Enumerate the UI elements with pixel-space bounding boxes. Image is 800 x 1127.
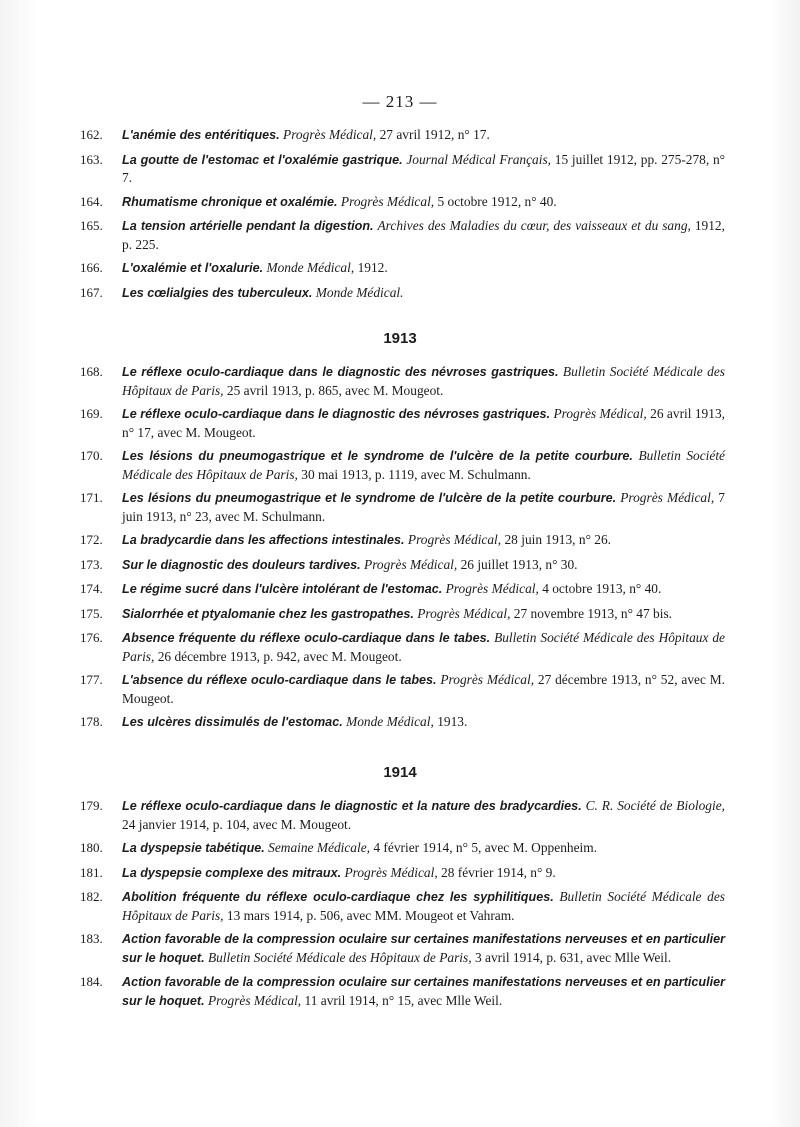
entry-details: 1912, p. 225.: [122, 218, 725, 252]
entry-details: 13 mars 1914, p. 506, avec MM. Mougeot et Vahram.: [226, 907, 515, 923]
entry-publication: Progrès Médical,: [283, 127, 377, 142]
entry-publication: C. R. Société de Biologie,: [585, 798, 726, 813]
entry-title: L'oxalémie et l'oxalurie.: [122, 261, 264, 275]
bibliography-entry: [80, 151, 725, 187]
entry-title: Abolition fréquente du réflexe oculo-cardiaque chez les syphilitiques.: [122, 890, 554, 904]
entry-publication: Journal Médical Français,: [406, 151, 552, 167]
entry-number: 172.: [80, 532, 103, 547]
bibliography-entry: [80, 713, 725, 732]
entry-publication: Monde Médical,: [266, 260, 355, 275]
bibliography-section-1914: [80, 797, 725, 1016]
entry-details: 24 janvier 1914, p. 104, avec M. Mougeot.: [122, 816, 352, 832]
year-heading-1913: 1913: [383, 330, 417, 347]
bibliography-entry: [80, 973, 725, 1010]
entry-details: 11 avril 1914, n° 15, avec Mlle Weil.: [304, 992, 503, 1008]
entry-number: 164.: [80, 193, 103, 209]
entry-title: Sur le diagnostic des douleurs tardives.: [122, 557, 361, 572]
entry-number: 170.: [80, 448, 103, 463]
bibliography-entry: [80, 930, 725, 967]
bibliography-section-1913: [80, 363, 725, 738]
entry-number: 177.: [80, 672, 103, 687]
entry-number: 175.: [80, 605, 103, 621]
entry-publication: Progrès Médical,: [340, 193, 435, 209]
entry-title: L'anémie des entéritiques.: [122, 128, 280, 142]
entry-publication: Bulletin Société Médicale des Hôpitaux de Paris,: [122, 630, 725, 664]
entry-details: 3 avril 1914, p. 631, avec Mlle Weil.: [474, 949, 672, 965]
entry-number: 165.: [80, 218, 103, 233]
entry-title: Sialorrhée et ptyalomanie chez les gastropathes.: [122, 606, 414, 621]
entry-publication: Progrès Médical,: [364, 556, 458, 572]
entry-details: 4 octobre 1913, n° 40.: [542, 581, 662, 596]
year-heading-1914: 1914: [383, 764, 417, 781]
entry-title: Le régime sucré dans l'ulcère intolérant de l'estomac.: [122, 582, 443, 596]
entry-title: Rhumatisme chronique et oxalémie.: [122, 194, 338, 209]
entry-number: 174.: [80, 581, 103, 596]
bibliography-entry: [80, 193, 725, 212]
entry-title: La dyspepsie complexe des mitraux.: [122, 865, 342, 880]
entry-title: La dyspepsie tabétique.: [122, 841, 265, 855]
entry-title: Action favorable de la compression oculaire sur certaines manifestations nerveuses et en particulier sur le hoquet.: [122, 932, 725, 965]
entry-details: 1912.: [357, 260, 388, 275]
entry-number: 173.: [80, 556, 103, 572]
entry-number: 162.: [80, 127, 103, 142]
entry-details: 5 octobre 1912, n° 40.: [437, 193, 557, 209]
entry-details: 25 avril 1913, p. 865, avec M. Mougeot.: [226, 382, 444, 398]
entry-details: 26 juillet 1913, n° 30.: [460, 556, 578, 572]
bibliography-entry: [80, 259, 725, 278]
bibliography-entry: [80, 629, 725, 665]
bibliography-entry: [80, 864, 725, 883]
entry-number: 167.: [80, 284, 103, 300]
bibliography-entry: [80, 126, 725, 145]
entry-details: 28 février 1914, n° 9.: [441, 864, 556, 880]
entry-title: Les lésions du pneumogastrique et le syndrome de l'ulcère de la petite courbure.: [122, 449, 633, 463]
bibliography-entry: [80, 556, 725, 575]
entry-publication: Bulletin Société Médicale des Hôpitaux de Paris,: [122, 364, 725, 398]
bibliography-entry: [80, 217, 725, 253]
entry-details: 30 mai 1913, p. 1119, avec M. Schulmann.: [301, 466, 531, 482]
entry-details: 15 juillet 1912, pp. 275-278, n° 7.: [122, 151, 725, 185]
entry-publication: Bulletin Société Médicale des Hôpitaux de Paris,: [207, 949, 472, 965]
entry-publication: Progrès Médical,: [207, 992, 302, 1008]
entry-number: 178.: [80, 714, 103, 729]
entry-number: 184.: [80, 974, 103, 989]
entry-number: 180.: [80, 840, 103, 855]
bibliography-entry: [80, 405, 725, 441]
entry-number: 163.: [80, 151, 103, 167]
entry-title: Le réflexe oculo-cardiaque dans le diagnostic et la nature des bradycardies.: [122, 799, 582, 813]
entry-details: 7 juin 1913, n° 23, avec M. Schulmann.: [122, 490, 725, 524]
bibliography-entry: [80, 363, 725, 399]
entry-title: Les cœlialgies des tuberculeux.: [122, 285, 313, 300]
entry-publication: Bulletin Société Médicale des Hôpitaux de Paris,: [122, 448, 725, 482]
entry-number: 169.: [80, 406, 103, 421]
entry-details: 28 juin 1913, n° 26.: [504, 532, 612, 547]
entry-number: 183.: [80, 931, 103, 946]
bibliography-entry: [80, 489, 725, 525]
bibliography-section-1912: [80, 126, 725, 308]
entry-publication: Monde Médical.: [315, 284, 404, 300]
entry-publication: Progrès Médical,: [440, 672, 535, 687]
entry-number: 176.: [80, 630, 103, 645]
entry-publication: Progrès Médical,: [620, 490, 715, 505]
entry-number: 166.: [80, 260, 103, 275]
entry-details: 26 avril 1913, n° 17, avec M. Mougeot.: [122, 406, 725, 440]
entry-details: 1913.: [437, 714, 468, 729]
entry-publication: Progrès Médical,: [344, 864, 438, 880]
entry-publication: Archives des Maladies du cœur, des vaisseaux et du sang,: [377, 218, 691, 233]
entry-title: Action favorable de la compression oculaire sur certaines manifestations nerveuses et en particulier sur le hoquet.: [122, 975, 725, 1008]
entry-publication: Bulletin Société Médicale des Hôpitaux de Paris,: [122, 889, 725, 923]
entry-number: 171.: [80, 490, 103, 505]
bibliography-entry: [80, 284, 725, 303]
entry-title: Les lésions du pneumogastrique et le syndrome de l'ulcère de la petite courbure.: [122, 491, 617, 505]
entry-publication: Progrès Médical,: [407, 532, 502, 547]
entry-number: 182.: [80, 889, 103, 904]
entry-publication: Progrès Médical,: [417, 605, 511, 621]
bibliography-entry: [80, 888, 725, 924]
entry-title: Les ulcères dissimulés de l'estomac.: [122, 715, 343, 729]
bibliography-entry: [80, 531, 725, 550]
entry-number: 168.: [80, 364, 103, 379]
bibliography-entry: [80, 797, 725, 833]
entry-details: 27 avril 1912, n° 17.: [379, 127, 490, 142]
entry-title: La goutte de l'estomac et l'oxalémie gastrique.: [122, 152, 403, 167]
entry-title: L'absence du réflexe oculo-cardiaque dans le tabes.: [122, 673, 437, 687]
page-number: — 213 —: [362, 92, 438, 111]
entry-title: La tension artérielle pendant la digestion.: [122, 219, 374, 233]
entry-number: 181.: [80, 864, 103, 880]
entry-details: 26 décembre 1913, p. 942, avec M. Mougeot.: [157, 648, 402, 664]
bibliography-entry: [80, 839, 725, 858]
entry-publication: Semaine Médicale,: [268, 840, 371, 855]
bibliography-entry: [80, 671, 725, 707]
entry-title: La bradycardie dans les affections intestinales.: [122, 533, 405, 547]
entry-publication: Monde Médical,: [346, 714, 434, 729]
bibliography-entry: [80, 605, 725, 624]
bibliography-entry: [80, 447, 725, 483]
entry-details: 27 novembre 1913, n° 47 bis.: [513, 605, 673, 621]
entry-details: 4 février 1914, n° 5, avec M. Oppenheim.: [373, 840, 598, 855]
entry-title: Le réflexe oculo-cardiaque dans le diagnostic des névroses gastriques.: [122, 407, 551, 421]
entry-publication: Progrès Médical,: [553, 406, 647, 421]
entry-title: Le réflexe oculo-cardiaque dans le diagnostic des névroses gastriques.: [122, 365, 559, 379]
entry-publication: Progrès Médical,: [445, 581, 539, 596]
entry-title: Absence fréquente du réflexe oculo-cardiaque dans le tabes.: [122, 631, 491, 645]
entry-number: 179.: [80, 798, 103, 813]
bibliography-entry: [80, 580, 725, 599]
entry-details: 27 décembre 1913, n° 52, avec M. Mougeot.: [122, 672, 725, 706]
